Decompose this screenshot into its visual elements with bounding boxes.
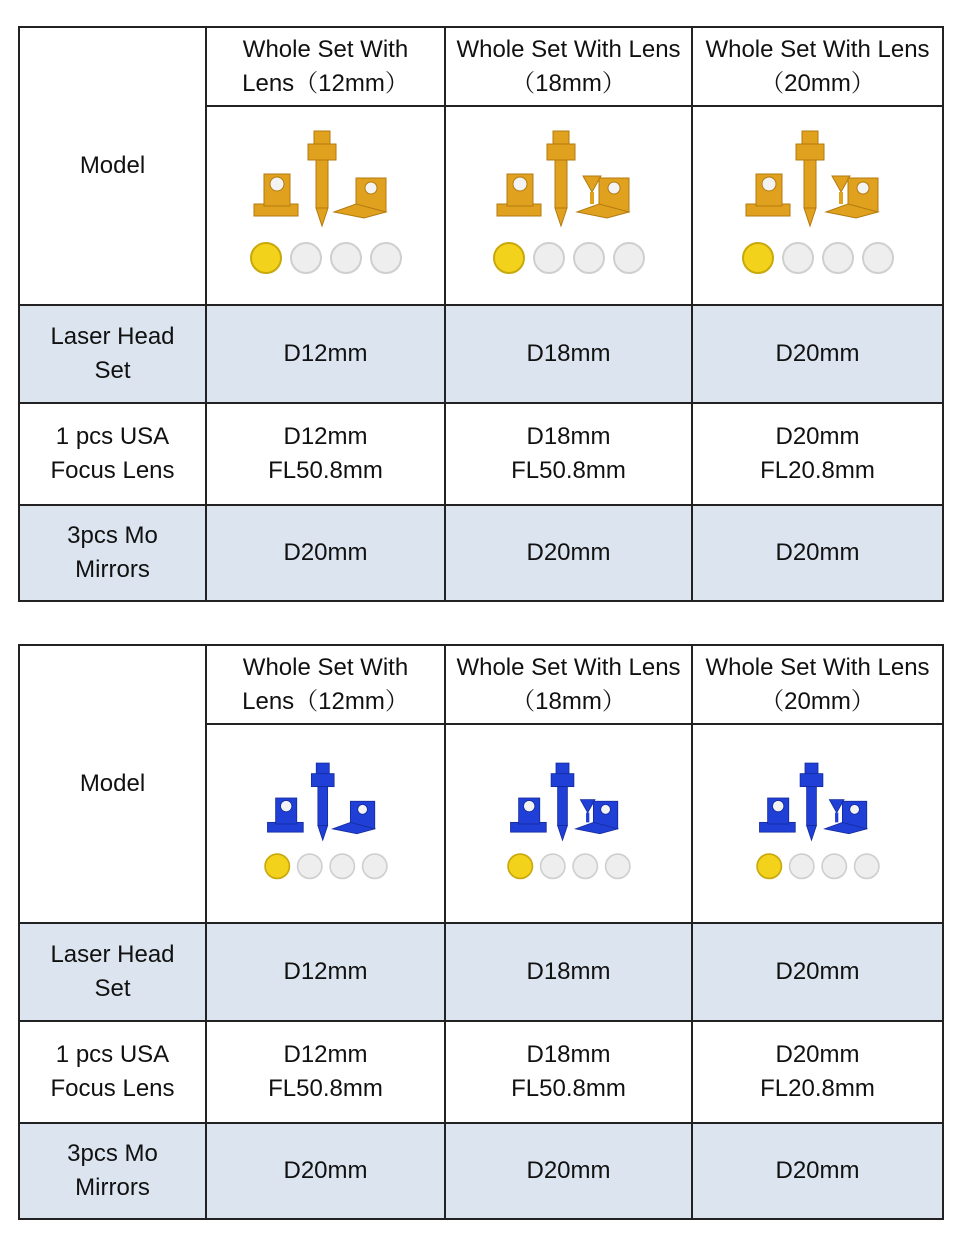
row-label: 1 pcs USA Focus Lens xyxy=(19,403,206,505)
head-mirror-block xyxy=(311,773,334,786)
head-tube xyxy=(317,786,327,825)
laser-head-value: D12mm xyxy=(206,305,445,403)
header-row xyxy=(19,645,943,724)
head-mirror-block xyxy=(547,144,575,160)
mount-hole xyxy=(762,177,776,191)
product-image-cell xyxy=(445,106,692,305)
laser-head-set-image xyxy=(479,126,659,286)
laser-head-set-image xyxy=(494,759,644,889)
mirror-disc xyxy=(540,854,564,878)
right-mount-hole xyxy=(608,182,620,194)
model-label: Model xyxy=(79,770,146,797)
model-label-cell xyxy=(19,645,206,923)
laser-head-value: D12mm xyxy=(206,923,445,1021)
right-mount-hole xyxy=(357,804,367,814)
air-assist-cone xyxy=(583,176,601,192)
head-mirror-block xyxy=(551,773,574,786)
mirror-disc xyxy=(783,243,813,273)
head-tube xyxy=(806,786,816,825)
head-nozzle xyxy=(317,825,327,840)
focus-lens-value: D12mm FL50.8mm xyxy=(206,1021,445,1123)
column-header-12mm: Whole Set With Lens（12mm） xyxy=(206,645,445,724)
laser-head-row xyxy=(19,305,943,403)
product-image-cell xyxy=(692,106,943,305)
mirrors-value: D20mm xyxy=(445,505,692,601)
laser-head-value: D20mm xyxy=(692,305,943,403)
mount-hole xyxy=(513,177,527,191)
mount-hole xyxy=(523,800,534,811)
head-nozzle xyxy=(555,208,567,226)
product-image-cell xyxy=(206,724,445,923)
mirror-disc xyxy=(789,854,813,878)
laser-head-value: D18mm xyxy=(445,305,692,403)
model-label-cell xyxy=(19,27,206,305)
spec-table-blue xyxy=(18,644,944,1220)
mirror-disc xyxy=(331,243,361,273)
column-header-18mm: Whole Set With Lens（18mm） xyxy=(445,645,692,724)
right-mount-hole xyxy=(365,182,377,194)
focus-lens-row xyxy=(19,403,943,505)
head-nozzle xyxy=(804,208,816,226)
laser-head-row xyxy=(19,923,943,1021)
laser-head-set-image xyxy=(728,126,908,286)
air-assist-cone xyxy=(832,176,850,192)
spec-table-gold xyxy=(18,26,944,602)
laser-head-value: D20mm xyxy=(692,923,943,1021)
mount-hole xyxy=(280,800,291,811)
column-header-20mm: Whole Set With Lens（20mm） xyxy=(692,27,943,106)
mirrors-value: D20mm xyxy=(692,505,943,601)
air-assist-stem xyxy=(839,192,843,204)
mirrors-row xyxy=(19,505,943,601)
focus-lens-value: D18mm FL50.8mm xyxy=(445,403,692,505)
mount-hole xyxy=(270,177,284,191)
focus-lens-value: D18mm FL50.8mm xyxy=(445,1021,692,1123)
mirror-disc xyxy=(330,854,354,878)
head-tube xyxy=(557,786,567,825)
head-tube xyxy=(804,160,816,208)
focus-lens-value: D12mm FL50.8mm xyxy=(206,403,445,505)
focus-lens-value: D20mm FL20.8mm xyxy=(692,403,943,505)
row-label: 3pcs Mo Mirrors xyxy=(19,1123,206,1219)
focus-lens-disc xyxy=(251,243,281,273)
row-label: Laser Head Set xyxy=(19,923,206,1021)
mirror-disc xyxy=(605,854,629,878)
mirror-disc xyxy=(291,243,321,273)
focus-lens-disc xyxy=(494,243,524,273)
mirror-disc xyxy=(822,854,846,878)
mirror-disc xyxy=(371,243,401,273)
head-tube xyxy=(555,160,567,208)
mirror-disc xyxy=(854,854,878,878)
laser-head-set-image xyxy=(251,759,401,889)
focus-lens-disc xyxy=(743,243,773,273)
laser-head-set-image xyxy=(743,759,893,889)
model-label: Model xyxy=(79,152,146,179)
row-label: 3pcs Mo Mirrors xyxy=(19,505,206,601)
head-mirror-block xyxy=(800,773,823,786)
air-assist-stem xyxy=(590,192,594,204)
right-mount-hole xyxy=(600,804,610,814)
focus-lens-disc xyxy=(508,854,532,878)
product-image-cell xyxy=(445,724,692,923)
row-label: Laser Head Set xyxy=(19,305,206,403)
head-tube xyxy=(316,160,328,208)
mirrors-value: D20mm xyxy=(445,1123,692,1219)
head-nozzle xyxy=(557,825,567,840)
laser-head-set-image xyxy=(236,126,416,286)
right-mount-hole xyxy=(849,804,859,814)
air-assist-cone xyxy=(580,799,595,812)
mirror-disc xyxy=(534,243,564,273)
mirror-disc xyxy=(297,854,321,878)
head-mirror-block xyxy=(796,144,824,160)
mirror-disc xyxy=(574,243,604,273)
mirror-disc xyxy=(863,243,893,273)
mirror-disc xyxy=(573,854,597,878)
mirrors-value: D20mm xyxy=(206,505,445,601)
mirrors-value: D20mm xyxy=(692,1123,943,1219)
mirror-disc xyxy=(362,854,386,878)
focus-lens-disc xyxy=(757,854,781,878)
mirror-disc xyxy=(823,243,853,273)
row-label: 1 pcs USA Focus Lens xyxy=(19,1021,206,1123)
product-image-cell xyxy=(206,106,445,305)
mirror-disc xyxy=(614,243,644,273)
column-header-18mm: Whole Set With Lens（18mm） xyxy=(445,27,692,106)
header-row xyxy=(19,27,943,106)
focus-lens-disc xyxy=(265,854,289,878)
air-assist-stem xyxy=(835,812,838,822)
focus-lens-row xyxy=(19,1021,943,1123)
head-nozzle xyxy=(806,825,816,840)
mirrors-row xyxy=(19,1123,943,1219)
product-image-cell xyxy=(692,724,943,923)
head-nozzle xyxy=(316,208,328,226)
mount-hole xyxy=(772,800,783,811)
mirrors-value: D20mm xyxy=(206,1123,445,1219)
laser-head-value: D18mm xyxy=(445,923,692,1021)
air-assist-stem xyxy=(586,812,589,822)
air-assist-cone xyxy=(829,799,844,812)
column-header-20mm: Whole Set With Lens（20mm） xyxy=(692,645,943,724)
focus-lens-value: D20mm FL20.8mm xyxy=(692,1021,943,1123)
head-mirror-block xyxy=(308,144,336,160)
column-header-12mm: Whole Set With Lens（12mm） xyxy=(206,27,445,106)
right-mount-hole xyxy=(857,182,869,194)
